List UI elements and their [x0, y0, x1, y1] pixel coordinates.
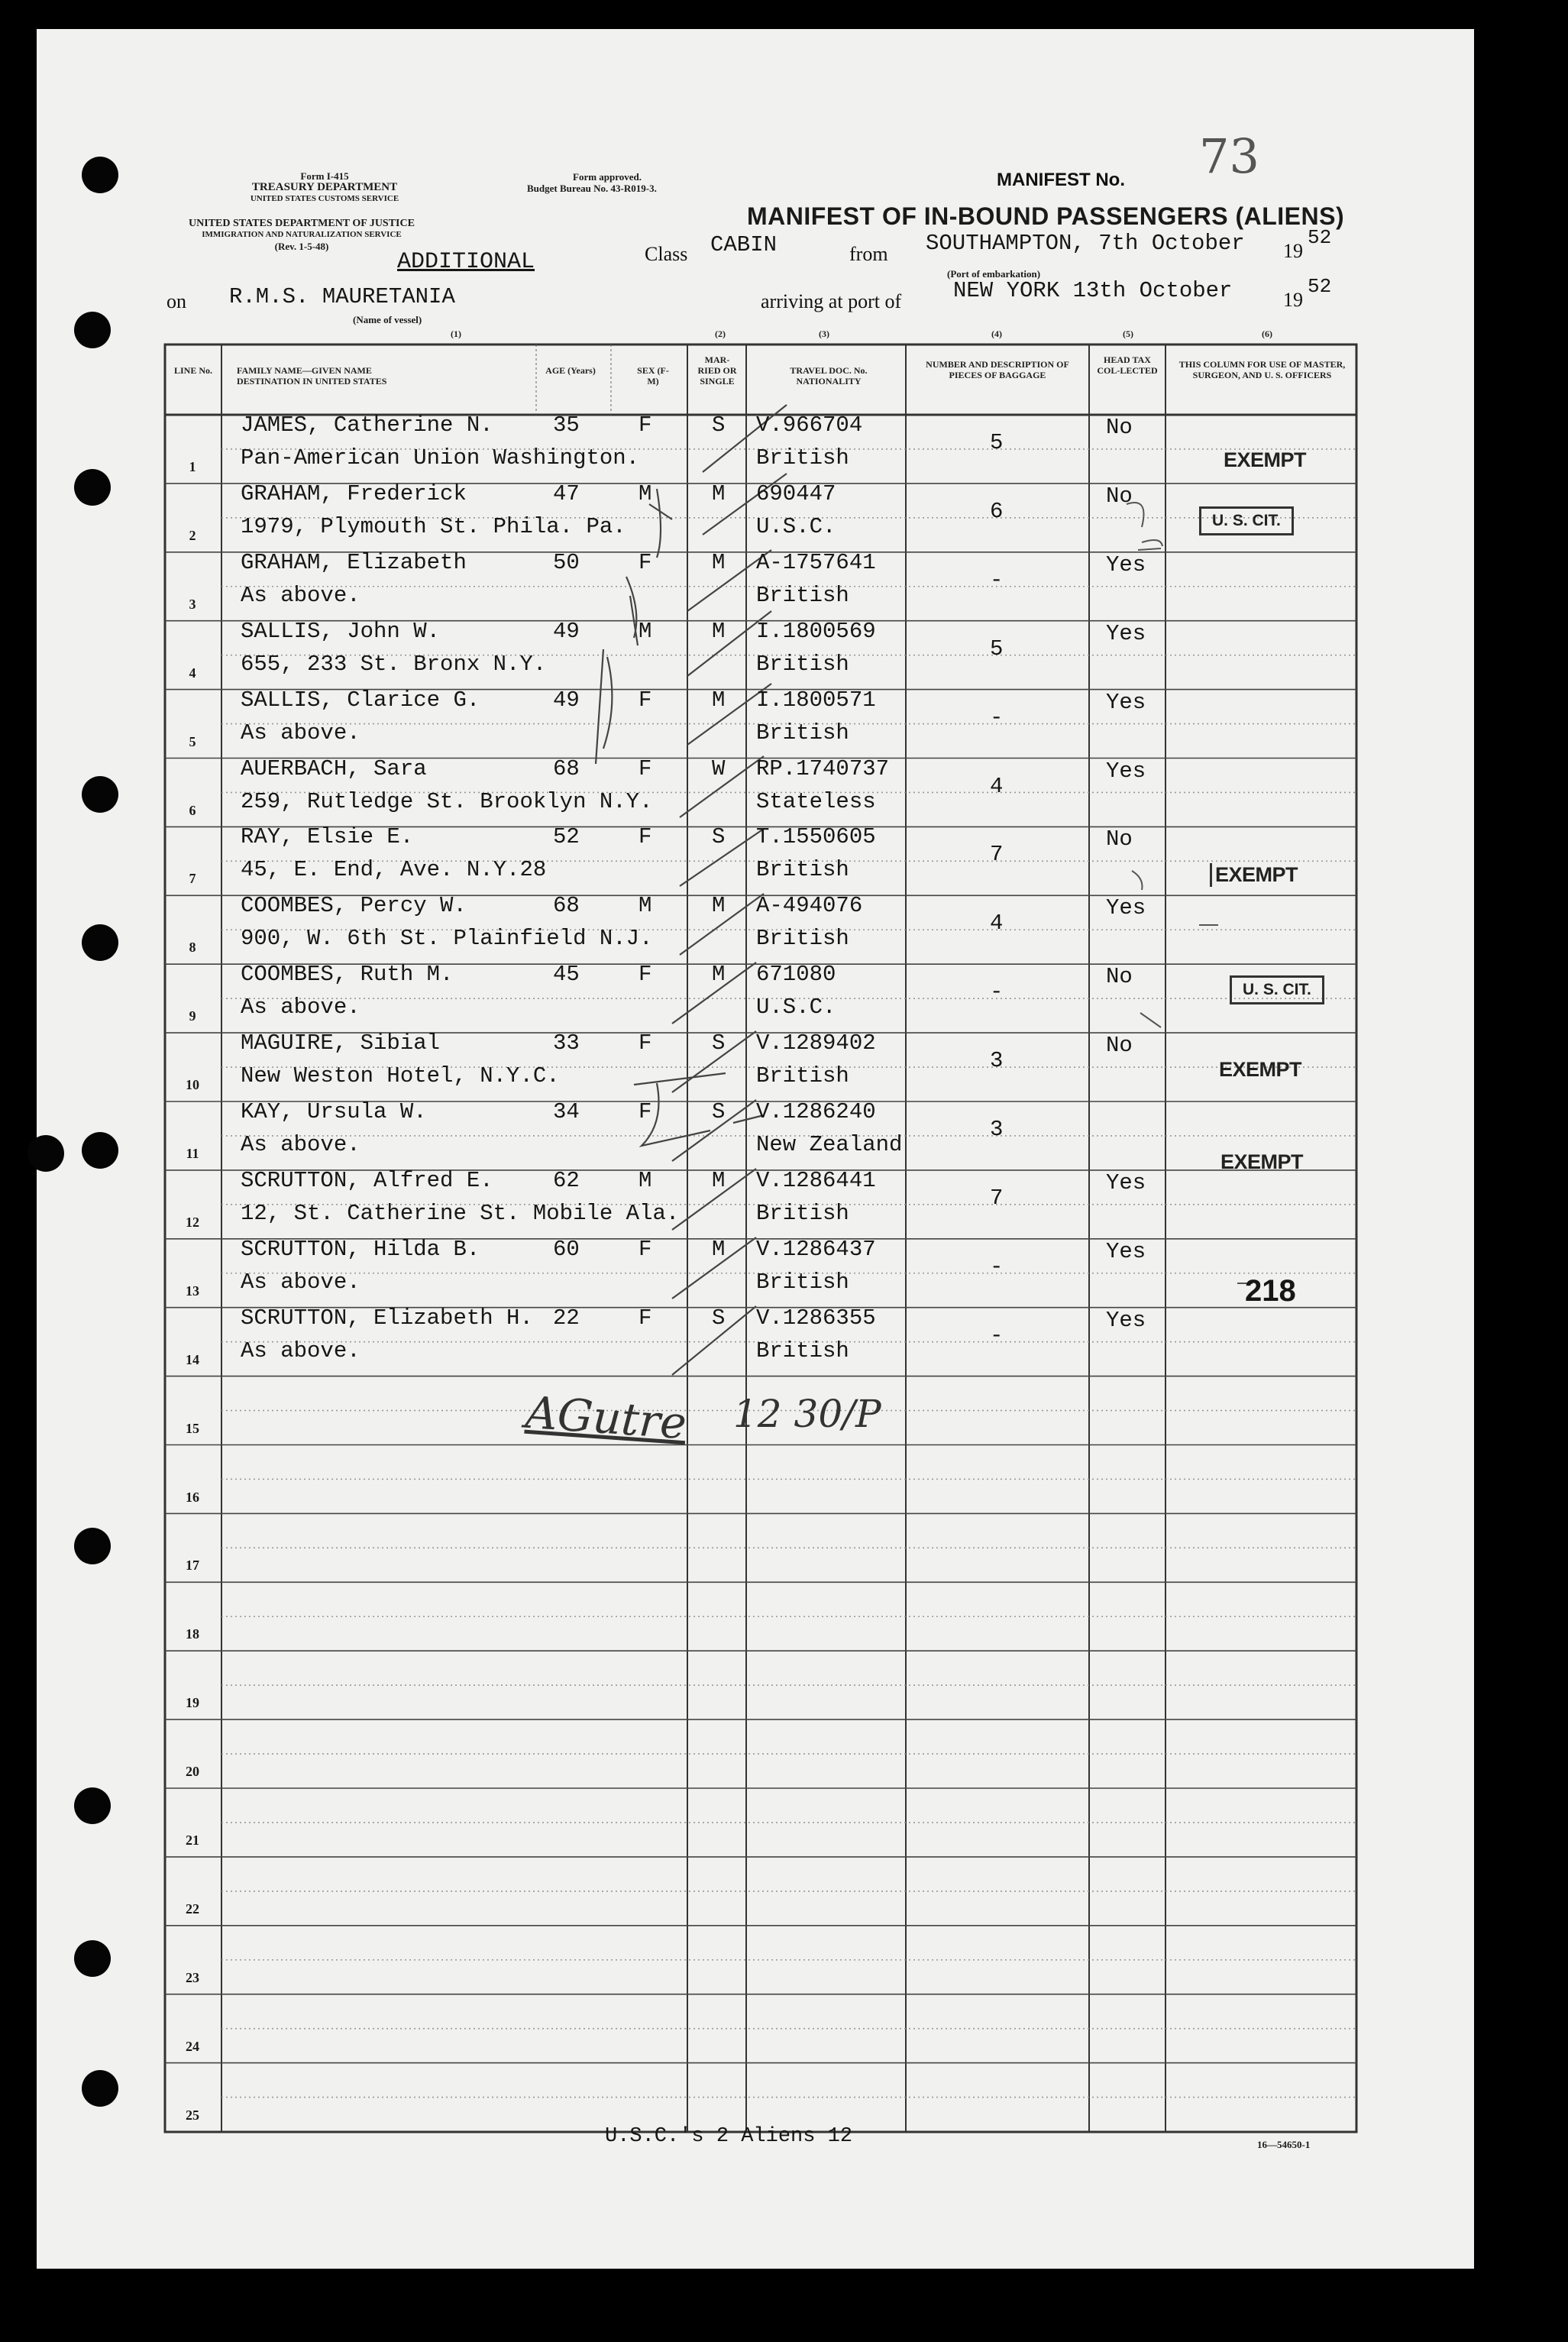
passenger-name: SCRUTTON, Alfred E. — [241, 1167, 493, 1193]
passenger-name: GRAHAM, Frederick — [241, 480, 467, 506]
line-number: 15 — [186, 1420, 199, 1436]
marital-status: M — [712, 618, 726, 644]
travel-doc-number: V.1286240 — [756, 1099, 876, 1124]
marital-status: M — [712, 893, 726, 919]
travel-doc-number: 671080 — [756, 962, 836, 988]
totals-line: U.S.C.'s 2 Aliens 12 — [605, 2125, 853, 2148]
year-prefix: 19 — [1283, 240, 1303, 262]
age: 68 — [553, 893, 580, 919]
passenger-name: SALLIS, Clarice G. — [241, 687, 480, 713]
sex: M — [639, 893, 652, 919]
baggage-pieces: 5 — [990, 636, 1004, 662]
exempt-stamp: EXEMPT — [1219, 1058, 1302, 1081]
head-tax: Yes — [1106, 1307, 1146, 1333]
vessel-name: R.M.S. MAURETANIA — [229, 284, 455, 309]
baggage-pieces: 4 — [990, 911, 1004, 936]
line-number: 11 — [186, 1146, 199, 1161]
passenger-name: AUERBACH, Sara — [241, 755, 427, 781]
embark-port: SOUTHAMPTON, 7th October — [926, 231, 1245, 256]
col-num-5: (5) — [1123, 328, 1133, 339]
baggage-pieces: 7 — [990, 842, 1004, 868]
line-number: 1 — [189, 459, 196, 474]
baggage-pieces: - — [990, 567, 1004, 593]
baggage-pieces: 3 — [990, 1048, 1004, 1074]
travel-doc-number: A-494076 — [756, 893, 863, 919]
marital-status: W — [712, 755, 726, 781]
line-number: 14 — [186, 1351, 199, 1367]
arrival-port: NEW YORK 13th October — [953, 278, 1233, 303]
sex: M — [639, 480, 652, 506]
travel-doc-number: V.966704 — [756, 412, 863, 438]
age: 22 — [553, 1305, 580, 1331]
arriving-label: arriving at port of — [761, 290, 902, 312]
baggage-pieces: 5 — [990, 430, 1004, 455]
destination: Pan-American Union Washington. — [241, 445, 640, 471]
age: 35 — [553, 412, 580, 438]
exempt-stamp: EXEMPT — [1220, 1150, 1304, 1173]
nationality: British — [756, 926, 849, 952]
destination: 900, W. 6th St. Plainfield N.J. — [241, 926, 653, 952]
travel-doc-number: A-1757641 — [756, 549, 876, 575]
marital-status: M — [712, 1167, 726, 1193]
col-head-travel: TRAVEL DOC. No. NATIONALITY — [790, 365, 868, 387]
age: 50 — [553, 549, 580, 575]
embark-note: (Port of embarkation) — [947, 268, 1041, 280]
age: 68 — [553, 755, 580, 781]
line-number: 13 — [186, 1283, 199, 1299]
sex: F — [639, 1099, 652, 1124]
head-tax: No — [1106, 415, 1133, 440]
nationality: British — [756, 857, 849, 883]
destination: 259, Rutledge St. Brooklyn N.Y. — [241, 788, 653, 814]
col-num-4: (4) — [991, 328, 1002, 339]
inspection-time: 12 30/P — [733, 1392, 881, 1436]
line-number: 23 — [186, 1969, 199, 1985]
passenger-name: COOMBES, Percy W. — [241, 893, 467, 919]
baggage-pieces: - — [990, 1253, 1004, 1279]
manifest-number: 73 — [1199, 128, 1259, 184]
travel-doc-number: V.1286437 — [756, 1236, 876, 1262]
destination: As above. — [241, 1338, 360, 1363]
age: 34 — [553, 1099, 580, 1124]
sex: F — [639, 1236, 652, 1262]
sex: F — [639, 1305, 652, 1331]
form-number: Form I-415 — [300, 170, 349, 182]
age: 52 — [553, 824, 580, 850]
passenger-name: JAMES, Catherine N. — [241, 412, 493, 438]
nationality: U.S.C. — [756, 513, 836, 539]
on-label: on — [166, 290, 186, 312]
baggage-pieces: - — [990, 1322, 1004, 1348]
head-tax: No — [1106, 826, 1133, 852]
destination: As above. — [241, 995, 360, 1021]
col-num-3: (3) — [819, 328, 829, 339]
marital-status: M — [712, 1236, 726, 1262]
line-number: 17 — [186, 1558, 199, 1574]
age: 49 — [553, 618, 580, 644]
nationality: British — [756, 1200, 849, 1226]
head-tax: Yes — [1106, 1238, 1146, 1264]
line-number: 24 — [186, 2038, 199, 2054]
travel-doc-number: V.1286441 — [756, 1167, 876, 1193]
head-tax: Yes — [1106, 689, 1146, 715]
destination: 655, 233 St. Bronx N.Y. — [241, 651, 547, 677]
travel-doc-number: RP.1740737 — [756, 755, 890, 781]
line-number: 22 — [186, 1900, 199, 1917]
from-label: from — [849, 243, 888, 265]
destination: New Weston Hotel, N.Y.C. — [241, 1063, 560, 1089]
line-number: 8 — [189, 940, 196, 956]
head-tax: No — [1106, 964, 1133, 990]
age: 45 — [553, 962, 580, 988]
sex: F — [639, 824, 652, 850]
line-number: 6 — [189, 802, 196, 818]
marital-status: M — [712, 687, 726, 713]
passenger-name: GRAHAM, Elizabeth — [241, 549, 467, 575]
sex: M — [639, 1167, 652, 1193]
head-tax: No — [1106, 483, 1133, 509]
head-tax: No — [1106, 1033, 1133, 1059]
passenger-name: SCRUTTON, Elizabeth H. — [241, 1305, 533, 1331]
sex: M — [639, 618, 652, 644]
line-number: 20 — [186, 1764, 199, 1780]
justice-dept: UNITED STATES DEPARTMENT OF JUSTICE — [189, 218, 415, 229]
marital-status: M — [712, 962, 726, 988]
class-label: Class — [645, 243, 688, 265]
destination: 1979, Plymouth St. Phila. Pa. — [241, 513, 626, 539]
nationality: British — [756, 651, 849, 677]
ins-service: IMMIGRATION AND NATURALIZATION SERVICE — [202, 230, 402, 239]
destination: As above. — [241, 720, 360, 746]
line-number: 9 — [189, 1008, 196, 1024]
sex: F — [639, 412, 652, 438]
manifest-no-label: MANIFEST No. — [997, 170, 1125, 190]
us-cit-stamp: U. S. CIT. — [1230, 975, 1324, 1004]
age: 33 — [553, 1030, 580, 1056]
treasury-dept: TREASURY DEPARTMENT — [251, 181, 398, 193]
baggage-pieces: 4 — [990, 773, 1004, 799]
nationality: Stateless — [756, 788, 876, 814]
baggage-pieces: - — [990, 979, 1004, 1005]
travel-doc-number: I.1800569 — [756, 618, 876, 644]
nationality: New Zealand — [756, 1132, 903, 1157]
col-num-2: (2) — [715, 328, 726, 339]
year-prefix-2: 19 — [1283, 289, 1303, 311]
col-head-line: LINE No. — [174, 365, 213, 376]
line-number: 25 — [186, 2107, 199, 2123]
head-tax: Yes — [1106, 758, 1146, 784]
destination: 45, E. End, Ave. N.Y.28 — [241, 857, 547, 883]
exempt-stamp: EXEMPT — [1224, 448, 1307, 471]
exempt-stamp: EXEMPT — [1210, 863, 1298, 887]
year-suffix-2: 52 — [1308, 275, 1332, 298]
col-num-6: (6) — [1262, 328, 1272, 339]
travel-doc-number: V.1286355 — [756, 1305, 876, 1331]
year-suffix: 52 — [1308, 226, 1332, 249]
us-cit-stamp: U. S. CIT. — [1199, 506, 1294, 535]
line-number: 10 — [186, 1077, 199, 1093]
passenger-name: COOMBES, Ruth M. — [241, 962, 454, 988]
travel-doc-number: 690447 — [756, 480, 836, 506]
nationality: British — [756, 1269, 849, 1295]
col-head-tax: HEAD TAX COL-LECTED — [1097, 354, 1158, 376]
destination: 12, St. Catherine St. Mobile Ala. — [241, 1200, 680, 1226]
nationality: British — [756, 445, 849, 471]
line-number: 12 — [186, 1214, 199, 1230]
head-tax: Yes — [1106, 620, 1146, 646]
line-number: 18 — [186, 1626, 199, 1642]
age: 47 — [553, 480, 580, 506]
baggage-pieces: - — [990, 704, 1004, 730]
manifest-title: MANIFEST OF IN-BOUND PASSENGERS (ALIENS) — [747, 202, 1345, 230]
line-number: 7 — [189, 871, 196, 887]
nationality: British — [756, 1063, 849, 1089]
sex: F — [639, 687, 652, 713]
line-number: 16 — [186, 1489, 199, 1505]
officer-number: 218 — [1245, 1274, 1296, 1308]
marital-status: S — [712, 1030, 726, 1056]
marital-status: S — [712, 824, 726, 850]
sex: F — [639, 755, 652, 781]
line-number: 4 — [189, 665, 196, 681]
vessel-note: (Name of vessel) — [353, 314, 422, 325]
line-number: 5 — [189, 733, 196, 749]
line-number: 3 — [189, 596, 196, 612]
col-head-age: AGE (Years) — [545, 365, 596, 376]
head-tax: Yes — [1106, 895, 1146, 921]
form-approved: Form approved. — [573, 171, 642, 183]
marital-status: S — [712, 412, 726, 438]
baggage-pieces: 6 — [990, 498, 1004, 524]
nationality: U.S.C. — [756, 995, 836, 1021]
passenger-name: SALLIS, John W. — [241, 618, 441, 644]
sex: F — [639, 549, 652, 575]
destination: As above. — [241, 582, 360, 608]
marital-status: S — [712, 1099, 726, 1124]
additional-label: ADDITIONAL — [397, 249, 535, 275]
col-num-1: (1) — [451, 328, 461, 339]
nationality: British — [756, 1338, 849, 1363]
nationality: British — [756, 582, 849, 608]
budget-bureau: Budget Bureau No. 43-R019-3. — [527, 183, 657, 194]
destination: As above. — [241, 1132, 360, 1157]
form-revision: (Rev. 1-5-48) — [274, 241, 329, 252]
age: 62 — [553, 1167, 580, 1193]
col-head-name: FAMILY NAME—GIVEN NAME DESTINATION IN UNITED STATES — [237, 365, 387, 387]
col-head-baggage: NUMBER AND DESCRIPTION OF PIECES OF BAGGAGE — [926, 359, 1069, 380]
inspector-signature: AGutre — [523, 1386, 689, 1450]
head-tax: Yes — [1106, 1169, 1146, 1195]
nationality: British — [756, 720, 849, 746]
line-number: 2 — [189, 527, 196, 543]
age: 49 — [553, 687, 580, 713]
passenger-name: RAY, Elsie E. — [241, 824, 414, 850]
age: 60 — [553, 1236, 580, 1262]
customs-service: UNITED STATES CUSTOMS SERVICE — [250, 194, 399, 203]
marital-status: M — [712, 549, 726, 575]
passenger-name: SCRUTTON, Hilda B. — [241, 1236, 480, 1262]
col-head-married: MAR-RIED OR SINGLE — [697, 354, 737, 387]
travel-doc-number: I.1800571 — [756, 687, 876, 713]
passenger-name: MAGUIRE, Sibial — [241, 1030, 441, 1056]
col-head-officers: THIS COLUMN FOR USE OF MASTER, SURGEON, AND U. S. OFFICERS — [1178, 359, 1346, 380]
head-tax: Yes — [1106, 552, 1146, 577]
line-number: 21 — [186, 1833, 199, 1848]
passenger-name: KAY, Ursula W. — [241, 1099, 427, 1124]
destination: As above. — [241, 1269, 360, 1295]
baggage-pieces: 7 — [990, 1185, 1004, 1211]
col-head-sex: SEX (F-M) — [637, 365, 669, 387]
marital-status: S — [712, 1305, 726, 1331]
marital-status: M — [712, 480, 726, 506]
sex: F — [639, 962, 652, 988]
sex: F — [639, 1030, 652, 1056]
footer-stamp: 16—54650-1 — [1257, 2139, 1311, 2150]
travel-doc-number: V.1289402 — [756, 1030, 876, 1056]
baggage-pieces: 3 — [990, 1117, 1004, 1142]
travel-doc-number: T.1550605 — [756, 824, 876, 850]
line-number: 19 — [186, 1695, 199, 1711]
class-value: CABIN — [710, 232, 778, 257]
